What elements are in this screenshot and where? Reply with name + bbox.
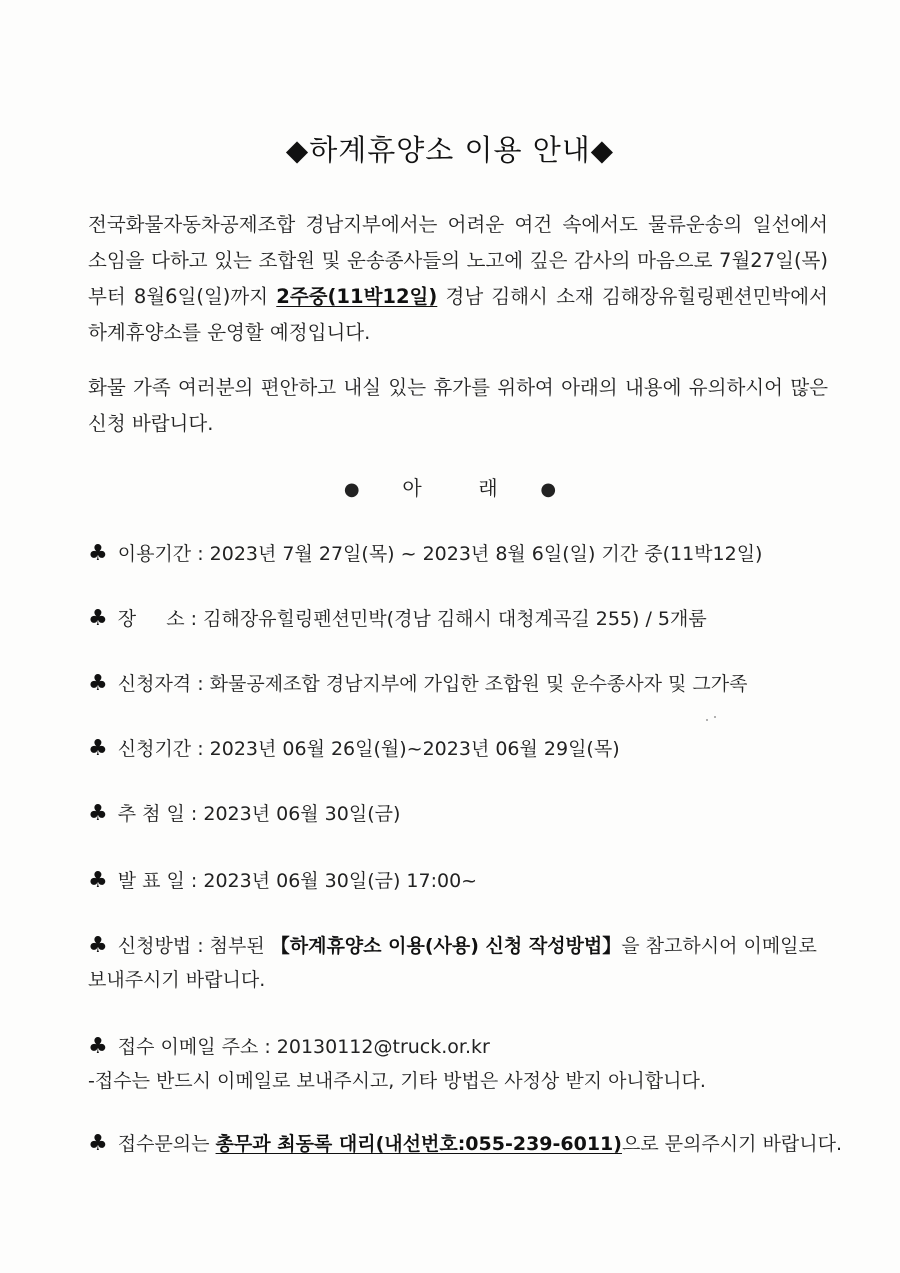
club-icon: ♣ <box>88 541 108 566</box>
notice-char-1: 아 <box>402 476 422 500</box>
item-application-period <box>88 732 848 766</box>
inquiry-suffix: 으로 문의주시기 바랍니다. <box>621 1133 842 1155</box>
intro-paragraph <box>88 207 828 351</box>
page-title: ◆하계휴양소 이용 안내◆ <box>285 133 615 167</box>
email-note: -접수는 반드시 이메일로 보내주시고, 기타 방법은 사정상 받지 아니합니다. <box>88 1070 706 1092</box>
club-icon: ♣ <box>88 606 108 631</box>
item-label: 추 첨 일 : <box>117 803 204 825</box>
inquiry-contact: 총무과 최동록 대리(내선번호:055-239-6011) <box>215 1133 622 1155</box>
item-value: 김해장유힐링펜션민박(경남 김해시 대청계곡길 255) / 5개룸 <box>203 608 707 630</box>
scan-speck <box>714 716 716 718</box>
club-icon: ♣ <box>88 736 108 761</box>
item-email <box>88 1030 848 1098</box>
request-paragraph: 화물 가족 여러분의 편안하고 내실 있는 휴가를 위하여 아래의 내용에 유의하시어 많은 신청 바랍니다. <box>88 376 828 435</box>
notice-char-2: 래 <box>478 476 498 500</box>
item-label: 발 표 일 : <box>117 870 204 892</box>
intro-highlight: 2주중(11박12일) <box>276 285 438 308</box>
item-location <box>88 602 848 636</box>
intro-text-2: 경남 김해시 소재 김해장유힐링펜션민박에서 하계휴양소를 운영할 예정입니다. <box>88 285 828 344</box>
item-inquiry <box>88 1127 848 1161</box>
item-label: 장 소 : <box>117 608 204 630</box>
method-rest: 을 참고하시어 이메일로 보내주시기 바랍니다. <box>88 935 817 991</box>
item-eligibility <box>88 667 848 701</box>
item-draw-date <box>88 797 848 831</box>
email-label: 접수 이메일 주소 : <box>117 1036 277 1058</box>
item-label: 이용기간 : <box>117 543 210 565</box>
item-label: 신청자격 : <box>117 673 210 695</box>
intro-text-1: 전국화물자동차공제조합 경남지부에서는 어려운 여건 속에서도 물류운송의 일선에서 소임을 다하고 있는 조합원 및 운송종사들의 노고에 깊은 감사의 마음으로 7월27일(목)부터 8월6일(일)까지 <box>88 213 828 308</box>
item-value: 2023년 06월 26일(월)~2023년 06월 29일(목) <box>209 738 620 760</box>
item-value: 2023년 06월 30일(금) 17:00~ <box>203 870 478 892</box>
club-icon: ♣ <box>88 801 108 826</box>
left-bullet-icon: ● <box>343 479 360 500</box>
inquiry-prefix: 접수문의는 <box>117 1133 216 1155</box>
club-icon: ♣ <box>88 868 108 893</box>
notice-heading <box>0 472 900 501</box>
method-label: 신청방법 : 첨부된 <box>117 935 271 957</box>
scan-speck <box>706 719 708 721</box>
club-icon: ♣ <box>88 1034 108 1059</box>
item-method <box>88 929 833 997</box>
item-period <box>88 537 848 571</box>
item-label: 신청기간 : <box>117 738 210 760</box>
email-address[interactable]: 20130112@truck.or.kr <box>276 1036 490 1058</box>
club-icon: ♣ <box>88 933 108 958</box>
club-icon: ♣ <box>88 671 108 696</box>
item-value: 2023년 06월 30일(금) <box>203 803 401 825</box>
item-value: 화물공제조합 경남지부에 가입한 조합원 및 운수종사자 및 그가족 <box>209 673 748 695</box>
item-value: 2023년 7월 27일(목) ~ 2023년 8월 6일(일) 기간 중(11박12일) <box>209 543 763 565</box>
right-bullet-icon: ● <box>540 479 557 500</box>
item-announcement-date <box>88 864 848 898</box>
club-icon: ♣ <box>88 1131 108 1156</box>
method-attachment-title: 【하계휴양소 이용(사용) 신청 작성방법】 <box>270 935 622 957</box>
